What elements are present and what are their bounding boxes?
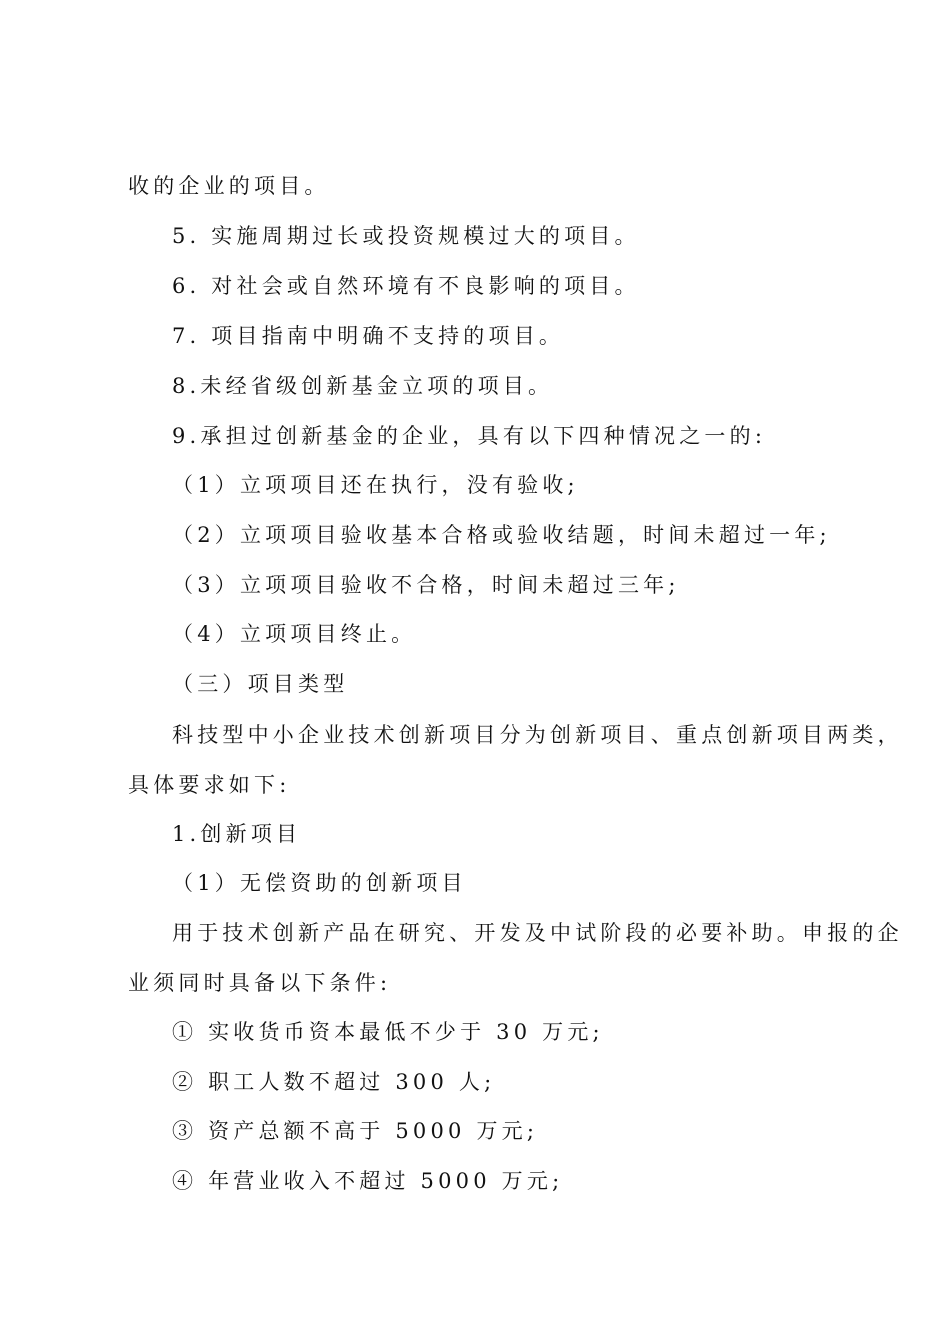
list-item: ④ 年营业收入不超过 5000 万元; bbox=[172, 1169, 564, 1193]
text-line: 8.未经省级创新基金立项的项目。 bbox=[172, 374, 554, 398]
list-item: ③ 资产总额不高于 5000 万元; bbox=[172, 1119, 539, 1143]
text-line: 收的企业的项目。 bbox=[128, 174, 330, 198]
text-line: 用于技术创新产品在研究、开发及中试阶段的必要补助。申报的企 bbox=[172, 921, 903, 945]
text-line: （1）立项项目还在执行，没有验收; bbox=[172, 473, 579, 497]
list-item: ② 职工人数不超过 300 人; bbox=[172, 1070, 496, 1094]
section-heading: （三）项目类型 bbox=[172, 672, 349, 696]
text-line: 具体要求如下: bbox=[128, 773, 291, 797]
subsection-heading: 1.创新项目 bbox=[172, 822, 302, 846]
text-line: 科技型中小企业技术创新项目分为创新项目、重点创新项目两类， bbox=[172, 723, 903, 747]
text-line: 9.承担过创新基金的企业，具有以下四种情况之一的: bbox=[172, 424, 767, 448]
text-line: 7. 项目指南中明确不支持的项目。 bbox=[172, 324, 565, 348]
text-line: （1）无偿资助的创新项目 bbox=[172, 871, 467, 895]
text-line: 6. 对社会或自然环境有不良影响的项目。 bbox=[172, 274, 640, 298]
text-line: （2）立项项目验收基本合格或验收结题，时间未超过一年; bbox=[172, 523, 831, 547]
list-item: ① 实收货币资本最低不少于 30 万元; bbox=[172, 1020, 604, 1044]
text-line: （4）立项项目终止。 bbox=[172, 622, 417, 646]
text-line: （3）立项项目验收不合格，时间未超过三年; bbox=[172, 573, 680, 597]
text-line: 5. 实施周期过长或投资规模过大的项目。 bbox=[172, 224, 640, 248]
text-line: 业须同时具备以下条件: bbox=[128, 971, 392, 995]
